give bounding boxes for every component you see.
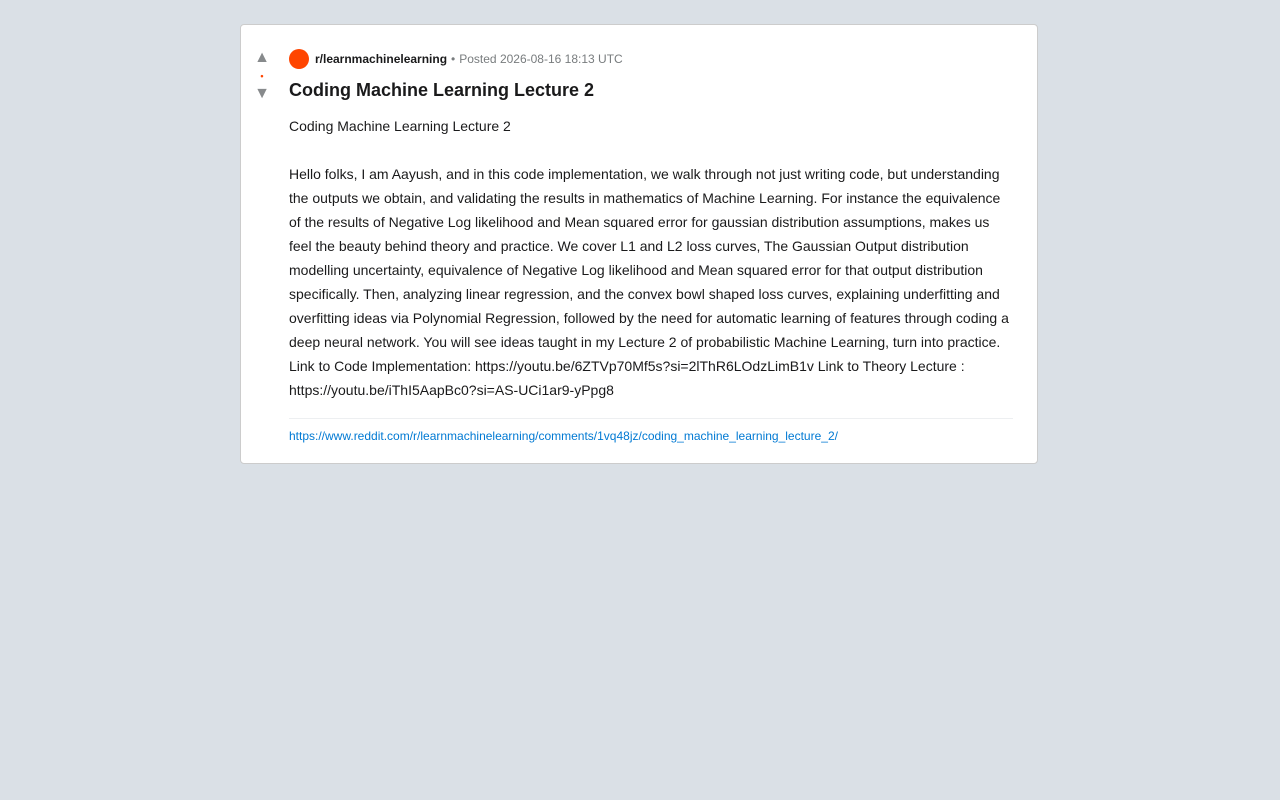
- post-card: [240, 24, 1038, 464]
- downvote-icon[interactable]: ▼: [254, 85, 270, 102]
- post-meta: [289, 49, 1013, 69]
- post-title[interactable]: Coding Machine Learning Lecture 2: [289, 80, 595, 100]
- post-body: [289, 114, 1013, 402]
- post-permalink[interactable]: https://www.reddit.com/r/learnmachinelearning/comments/1vq48jz/coding_machine_learning_lecture_2/: [289, 429, 838, 443]
- subreddit-link[interactable]: r/learnmachinelearning: [315, 52, 448, 66]
- post-timestamp: Posted 2026-08-16 18:13 UTC: [459, 52, 623, 66]
- post-body-paragraph: Hello folks, I am Aayush, and in this code implementation, we walk through not just writing code, but understanding the outputs we obtain, and validating the results in mathematics of Machine Learning. For instance the equivalence of the results of Negative Log likelihood and Mean squared error for gaussian distribution assumptions, makes us feel the beauty behind theory and practice. We cover L1 and L2 loss curves, The Gaussian Output distribution modelling uncertainty, equivalence of Negative Log likelihood and Mean squared error for that output distribution specifically. Then, analyzing linear regression, and the convex bowl shaped loss curves, explaining underfitting and overfitting ideas via Polynomial Regression, followed by the need for automatic learning of features through coding a deep neural network. You will see ideas taught in my Lecture 2 of probabilistic Machine Learning, turn into practice. Link to Code Implementation: https://youtu.be/6ZTVp70Mf5s?si=2lThR6LOdzLimB1v Link to Theory Lecture : https://youtu.be/iThI5AapBc0?si=AS-UCi1ar9-yPpg8: [289, 166, 1009, 398]
- post-body-paragraph: Coding Machine Learning Lecture 2: [289, 118, 511, 134]
- subreddit-avatar-icon[interactable]: [289, 49, 309, 69]
- vote-column: [241, 49, 283, 103]
- post-content: [289, 49, 1013, 444]
- vote-score: •: [260, 71, 264, 81]
- divider: [289, 418, 1013, 419]
- meta-separator: •: [451, 52, 456, 66]
- upvote-icon[interactable]: ▲: [254, 49, 270, 66]
